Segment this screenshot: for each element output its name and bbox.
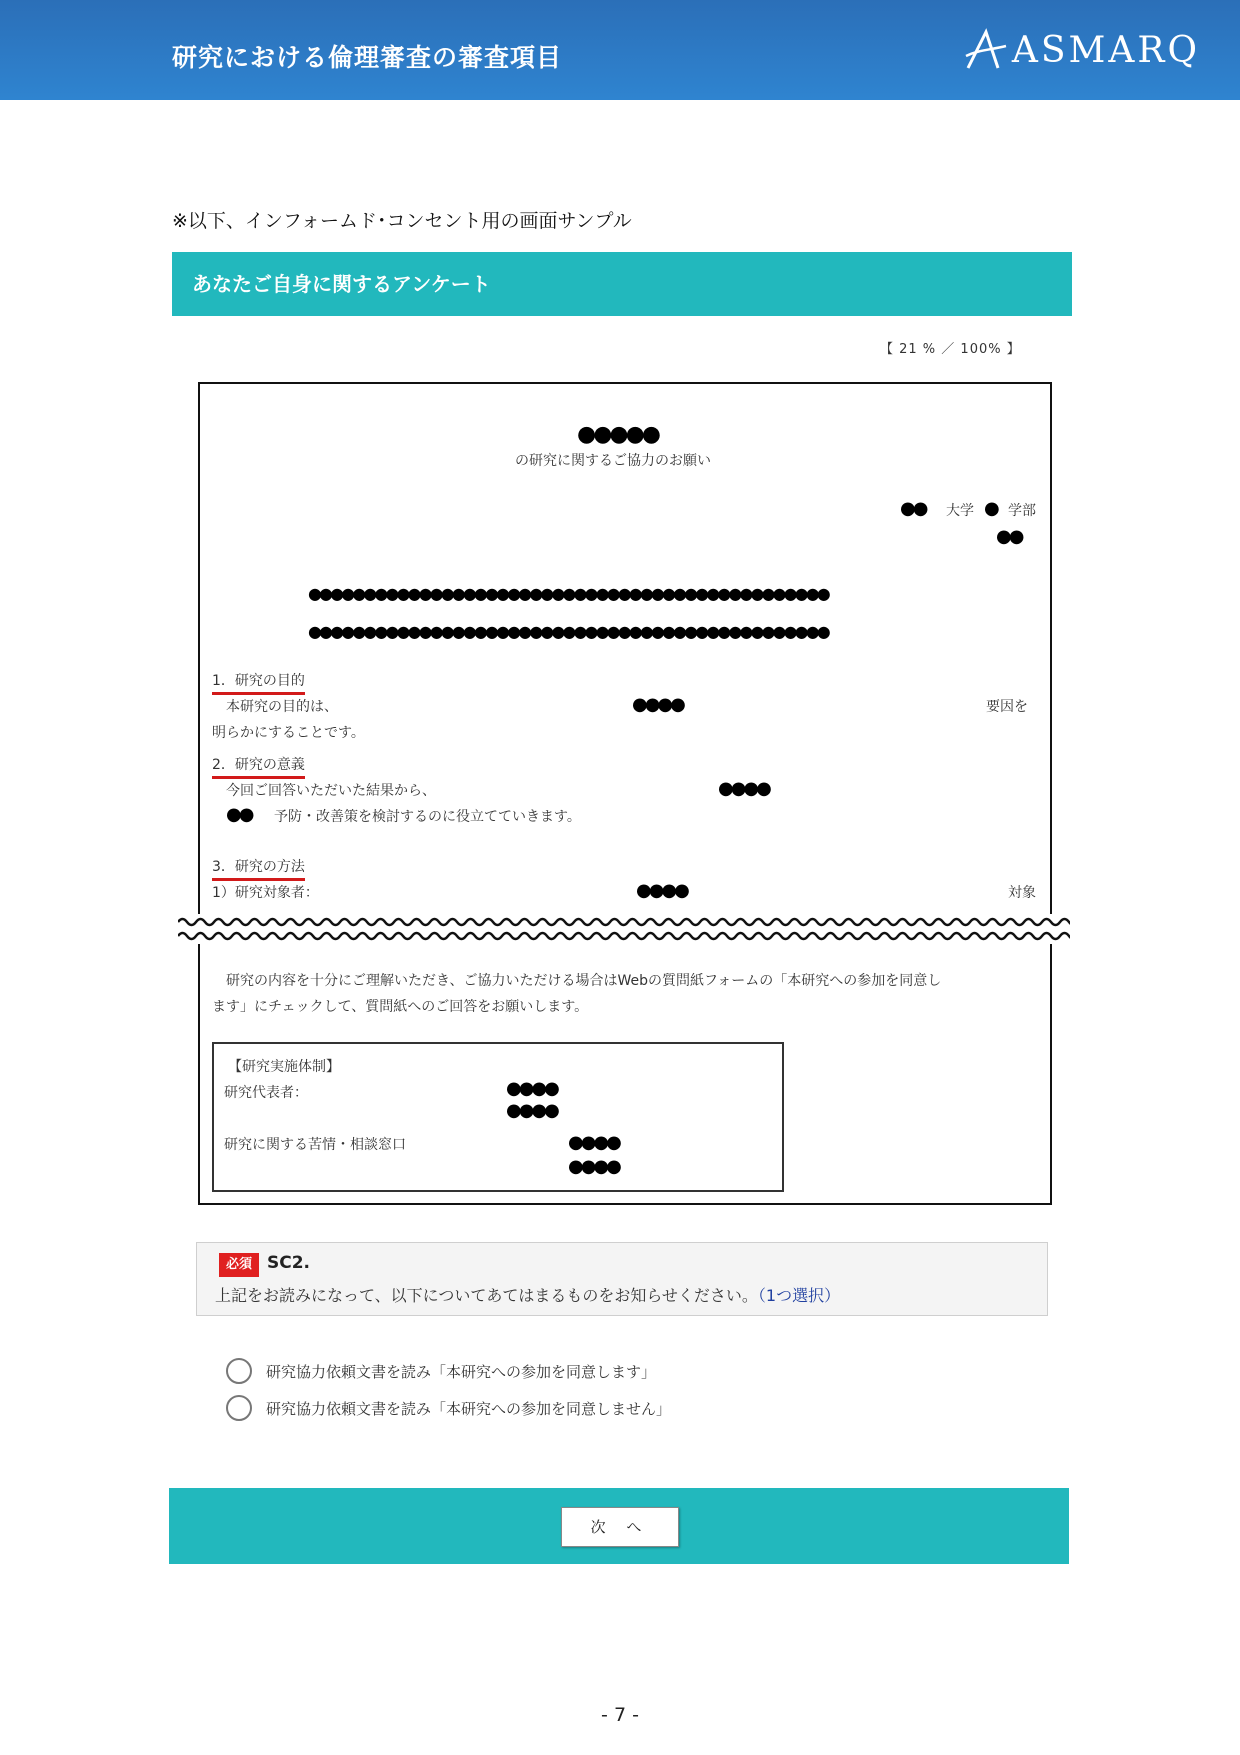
document-title-masked: ●●●●● — [577, 422, 658, 447]
section-3-masked: ●●●● — [636, 880, 687, 901]
option-disagree-label[interactable]: 研究協力依頼文書を読み「本研究への参加を同意しません」 — [266, 1399, 672, 1418]
section-1-heading: 1．研究の目的 — [212, 670, 305, 695]
section-1-masked: ●●●● — [632, 694, 683, 715]
section-1-text-2: 明らかにすることです。 — [212, 725, 365, 741]
question-text-main: 上記をお読みになって、以下についてあてはまるものをお知らせください。 — [215, 1286, 758, 1305]
next-button[interactable]: 次 へ — [561, 1507, 679, 1547]
affiliation-university: 大学 — [946, 503, 974, 519]
survey-title: あなたご自身に関するアンケート — [192, 272, 491, 296]
option-agree[interactable] — [226, 1358, 656, 1384]
consent-text-2: ます」にチェックして、質問紙へのご回答をお願いします。 — [212, 999, 589, 1015]
option-agree-label[interactable]: 研究協力依頼文書を読み「本研究への参加を同意します」 — [266, 1362, 657, 1381]
question-id: SC2. — [267, 1253, 311, 1273]
question-sc2 — [196, 1242, 1048, 1316]
intro-masked-line-1: ●●●●●●●●●●●●●●●●●●●●●●●●●●●●●●●●●●●●●●●●●●●●●●● — [308, 584, 828, 603]
affiliation-masked-1: ●● — [900, 498, 926, 519]
progress-indicator: 【 21 % ／ 100% 】 — [880, 342, 1021, 357]
required-badge: 必須 — [219, 1253, 259, 1277]
section-2-text-2: 予防・改善策を検討するのに役立てていきます。 — [274, 809, 581, 825]
section-2-masked-2: ●● — [226, 804, 252, 825]
section-3-text: 1）研究対象者： — [212, 885, 319, 901]
affiliation-department: 学部 — [1008, 503, 1036, 519]
intro-masked-line-2: ●●●●●●●●●●●●●●●●●●●●●●●●●●●●●●●●●●●●●●●●●●●●●●● — [308, 622, 828, 641]
affiliation-masked-3: ●● — [996, 526, 1022, 547]
asmarq-logo — [964, 28, 1200, 72]
question-note: （1つ選択） — [757, 1286, 841, 1305]
radio-disagree[interactable] — [226, 1395, 252, 1421]
consent-text-1: 研究の内容を十分にご理解いただき、ご協力いただける場合はWebの質問紙フォームの「本研究への参加を同意し — [226, 973, 942, 989]
representative-masked-2: ●●●● — [506, 1100, 557, 1121]
section-1-tail: 要因を — [986, 699, 1028, 715]
section-1-text: 本研究の目的は、 — [226, 699, 338, 715]
representative-label: 研究代表者： — [224, 1085, 308, 1101]
survey-title-bar — [172, 252, 1072, 316]
logo-mark-icon — [964, 28, 1008, 72]
contact-masked-1: ●●●● — [568, 1132, 619, 1153]
section-2-heading: 2．研究の意義 — [212, 754, 305, 779]
representative-masked-1: ●●●● — [506, 1078, 557, 1099]
header-bar — [0, 0, 1240, 100]
logo-text: ASMARQ — [1011, 29, 1200, 71]
page-title: 研究における倫理審査の審査項目 — [172, 43, 563, 72]
page-number: - 7 - — [601, 1704, 639, 1726]
organization-heading: 【研究実施体制】 — [228, 1059, 340, 1075]
contact-label: 研究に関する苦情・相談窓口 — [224, 1137, 406, 1153]
section-3-heading: 3．研究の方法 — [212, 856, 305, 881]
affiliation-masked-2: ● — [984, 498, 997, 519]
omission-wave-divider — [178, 910, 1070, 948]
contact-masked-2: ●●●● — [568, 1156, 619, 1177]
section-3-tail: 対象 — [1008, 885, 1036, 901]
radio-agree[interactable] — [226, 1358, 252, 1384]
section-2-text: 今回ご回答いただいた結果から、 — [226, 783, 436, 799]
document-subtitle: の研究に関するご協力のお願い — [515, 453, 711, 469]
question-text — [215, 1283, 840, 1306]
option-disagree[interactable] — [226, 1395, 671, 1421]
survey-footer-bar — [169, 1488, 1069, 1564]
research-organization-box — [212, 1042, 784, 1192]
section-2-masked: ●●●● — [718, 778, 769, 799]
intro-text: ※以下、インフォームド･コンセント用の画面サンプル — [172, 210, 632, 232]
consent-document[interactable] — [198, 382, 1052, 1205]
